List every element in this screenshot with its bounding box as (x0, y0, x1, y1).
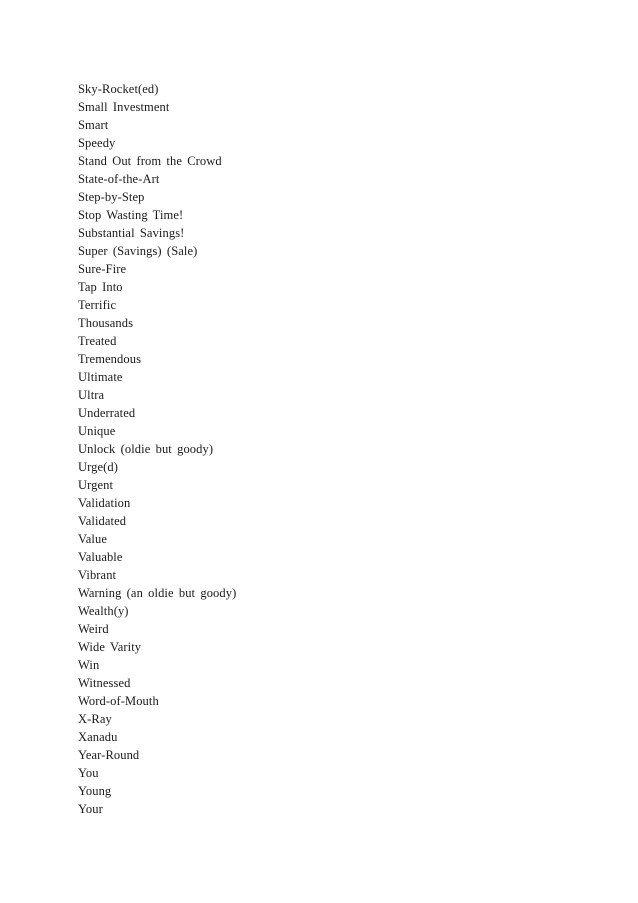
list-item: Urge(d) (78, 460, 119, 474)
list-item: Unique (78, 424, 116, 438)
list-item: Young (78, 784, 112, 798)
list-item: Ultimate (78, 370, 123, 384)
list-item: Small Investment (78, 100, 170, 114)
list-item: Treated (78, 334, 117, 348)
list-item: Xanadu (78, 730, 118, 744)
list-item: Step-by-Step (78, 190, 145, 204)
list-item: Underrated (78, 406, 136, 420)
list-item: Validated (78, 514, 127, 528)
list-item: You (78, 766, 99, 780)
list-item: Wealth(y) (78, 604, 129, 618)
list-item: Warning (an oldie but goody) (78, 586, 237, 600)
list-item: Word-of-Mouth (78, 694, 159, 708)
list-item: Ultra (78, 388, 105, 402)
list-item: Speedy (78, 136, 116, 150)
word-list (78, 80, 236, 818)
list-item: Valuable (78, 550, 123, 564)
list-item: Wide Varity (78, 640, 142, 654)
list-item: Value (78, 532, 107, 546)
list-item: Substantial Savings! (78, 226, 185, 240)
list-item: Sure-Fire (78, 262, 127, 276)
list-item: Win (78, 658, 100, 672)
list-item: Tremendous (78, 352, 142, 366)
list-item: Smart (78, 118, 109, 132)
list-item: Your (78, 802, 103, 816)
list-item: Weird (78, 622, 109, 636)
list-item: X-Ray (78, 712, 112, 726)
list-item: Terrific (78, 298, 117, 312)
list-item: State-of-the-Art (78, 172, 160, 186)
list-item: Sky-Rocket(ed) (78, 82, 159, 96)
list-item: Super (Savings) (Sale) (78, 244, 198, 258)
list-item: Witnessed (78, 676, 131, 690)
list-item: Thousands (78, 316, 134, 330)
list-item: Year-Round (78, 748, 140, 762)
list-item: Vibrant (78, 568, 117, 582)
list-item: Urgent (78, 478, 114, 492)
list-item: Validation (78, 496, 131, 510)
list-item: Stand Out from the Crowd (78, 154, 222, 168)
list-item: Tap Into (78, 280, 123, 294)
list-item: Unlock (oldie but goody) (78, 442, 214, 456)
list-item: Stop Wasting Time! (78, 208, 184, 222)
